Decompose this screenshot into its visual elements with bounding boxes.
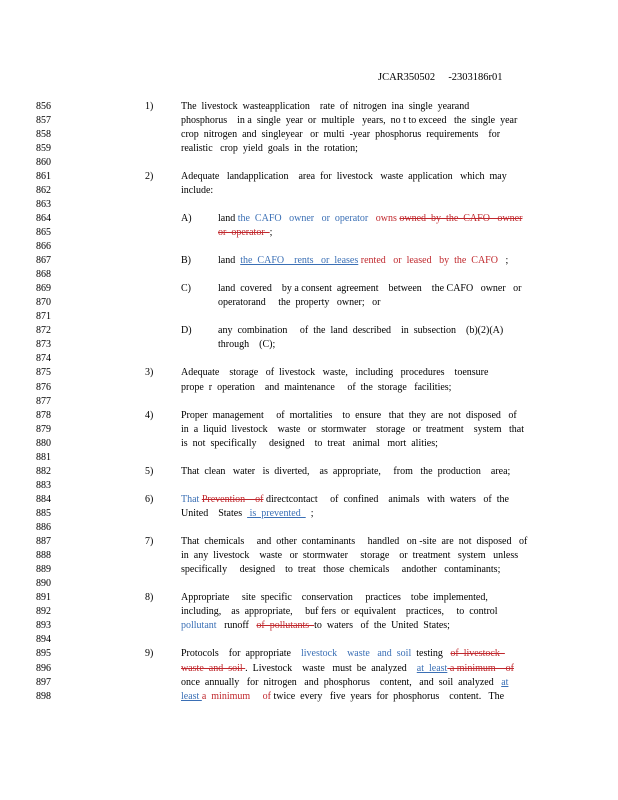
item-number: 2) bbox=[145, 170, 154, 182]
line-number: 891 bbox=[36, 592, 51, 604]
text-line bbox=[181, 621, 450, 631]
deleted-text: owned by the CAFO owner bbox=[399, 212, 523, 224]
text-line bbox=[181, 537, 527, 547]
text-line bbox=[218, 284, 522, 294]
text-segment: twice every five years for phosphorus content. The bbox=[271, 690, 505, 702]
text-line bbox=[181, 186, 213, 196]
text-line bbox=[181, 607, 498, 617]
text-line bbox=[181, 692, 504, 702]
line-number: 878 bbox=[36, 409, 51, 421]
text-segment: include: bbox=[181, 184, 214, 196]
deleted-text: a minimum of bbox=[447, 662, 514, 674]
text-line bbox=[181, 439, 438, 449]
text-line bbox=[218, 326, 503, 336]
line-number: 880 bbox=[36, 437, 51, 449]
text-segment: land bbox=[218, 255, 241, 267]
text-segment: is not specifically designed to treat animal mort alities; bbox=[181, 437, 438, 449]
line-number: 858 bbox=[36, 128, 51, 140]
text-segment: United States bbox=[181, 507, 248, 519]
line-number: 875 bbox=[36, 367, 51, 379]
item-number: B) bbox=[181, 255, 191, 267]
text-segment: to waters of the United States; bbox=[314, 620, 450, 632]
text-segment: including, as appropriate, buf fers or equivalent practices, to control bbox=[181, 606, 498, 618]
line-number: 881 bbox=[36, 451, 51, 463]
text-line bbox=[181, 130, 500, 140]
line-number: 863 bbox=[36, 198, 51, 210]
inserted-text: the CAFO rents or leases bbox=[240, 255, 359, 267]
line-number: 856 bbox=[36, 100, 51, 112]
line-number: 877 bbox=[36, 395, 51, 407]
text-line bbox=[181, 144, 358, 154]
deleted-text: Prevention of bbox=[201, 493, 264, 505]
line-number: 893 bbox=[36, 620, 51, 632]
page-header bbox=[378, 72, 503, 83]
item-number: 4) bbox=[145, 409, 154, 421]
line-number: 865 bbox=[36, 226, 51, 238]
text-line bbox=[181, 172, 507, 182]
item-number: 9) bbox=[145, 648, 154, 660]
line-number: 870 bbox=[36, 297, 51, 309]
text-segment: crop nitrogen and singleyear or multi -year phosphorus requirements for bbox=[181, 128, 501, 140]
line-number: 868 bbox=[36, 269, 51, 281]
line-number: 867 bbox=[36, 255, 51, 267]
line-number: 892 bbox=[36, 606, 51, 618]
text-segment: . Livestock waste must be analyzed bbox=[245, 662, 417, 674]
text-segment: The livestock wasteapplication rate of nitrogen ina single yearand bbox=[181, 100, 470, 112]
text-line bbox=[181, 551, 518, 561]
line-number: 859 bbox=[36, 142, 51, 154]
line-number: 898 bbox=[36, 690, 51, 702]
line-number: 885 bbox=[36, 507, 51, 519]
line-number: 896 bbox=[36, 662, 51, 674]
item-number: A) bbox=[181, 212, 192, 224]
text-segment: Adequate storage of livestock waste, including procedures toensure bbox=[181, 367, 489, 379]
item-number: 8) bbox=[145, 592, 154, 604]
line-number: 897 bbox=[36, 676, 51, 688]
line-number: 869 bbox=[36, 283, 51, 295]
line-number: 874 bbox=[36, 353, 51, 365]
line-number: 857 bbox=[36, 114, 51, 126]
line-number: 895 bbox=[36, 648, 51, 660]
text-segment: testing bbox=[411, 648, 451, 660]
text-line bbox=[218, 256, 508, 266]
text-segment: specifically designed to treat those chemicals andother contaminants; bbox=[181, 564, 501, 576]
text-line bbox=[181, 565, 500, 575]
line-number: 866 bbox=[36, 241, 51, 252]
line-number: 886 bbox=[36, 522, 51, 533]
text-segment: ; bbox=[497, 255, 509, 267]
line-number: 890 bbox=[36, 578, 51, 590]
line-number: 873 bbox=[36, 339, 51, 351]
text-line bbox=[181, 383, 451, 393]
line-number: 889 bbox=[36, 564, 51, 576]
deleted-text: of pollutants bbox=[256, 620, 315, 632]
text-line bbox=[181, 368, 488, 378]
text-line bbox=[181, 467, 510, 477]
deleted-text: waste and soil bbox=[181, 662, 246, 674]
line-number: 879 bbox=[36, 423, 51, 435]
text-line bbox=[181, 102, 469, 112]
item-number: 6) bbox=[145, 493, 154, 505]
text-line bbox=[218, 214, 522, 224]
text-line bbox=[218, 298, 380, 308]
inserted-text: pollutant bbox=[181, 620, 217, 632]
text-segment: operatorand the property owner; or bbox=[218, 297, 381, 309]
item-number: 1) bbox=[145, 100, 154, 112]
line-number: 884 bbox=[36, 493, 51, 505]
text-segment: ; bbox=[305, 507, 314, 519]
text-line bbox=[181, 509, 313, 519]
line-number: 888 bbox=[36, 550, 51, 562]
line-number: 882 bbox=[36, 465, 51, 477]
text-segment: Protocols for appropriate bbox=[181, 648, 299, 660]
text-line bbox=[181, 678, 508, 688]
line-number: 860 bbox=[36, 156, 51, 168]
doc-id: JCAR350502 bbox=[378, 72, 436, 83]
line-number: 864 bbox=[36, 212, 51, 224]
line-number: 862 bbox=[36, 184, 51, 196]
inserted-text: is prevented bbox=[247, 507, 306, 519]
line-number: 872 bbox=[36, 325, 51, 337]
line-number: 883 bbox=[36, 479, 51, 491]
text-segment: Adequate landapplication area for livestock waste application which may bbox=[181, 170, 507, 182]
text-line bbox=[181, 649, 505, 659]
inserted-text: at least bbox=[416, 662, 448, 674]
text-segment: That clean water is diverted, as appropriate, from the production area; bbox=[181, 465, 511, 477]
inserted-text: That bbox=[181, 493, 202, 505]
text-segment: runoff bbox=[216, 620, 257, 632]
text-segment: through (C); bbox=[218, 339, 276, 351]
text-line bbox=[181, 593, 488, 603]
text-segment: prope r operation and maintenance of the storage facilities; bbox=[181, 381, 452, 393]
item-number: D) bbox=[181, 325, 192, 337]
text-line bbox=[181, 425, 524, 435]
line-number: 887 bbox=[36, 536, 51, 548]
text-segment: in a liquid livestock waste or stormwater storage or treatment system that bbox=[181, 423, 524, 435]
text-segment: That chemicals and other contaminants handled on -site are not disposed of bbox=[181, 536, 528, 548]
text-segment: realistic crop yield goals in the rotation; bbox=[181, 142, 358, 154]
text-line bbox=[181, 411, 517, 421]
deleted-text: of livestock bbox=[450, 648, 505, 660]
text-segment: land bbox=[218, 212, 238, 224]
item-number: 3) bbox=[145, 367, 154, 379]
doc-revision: -2303186r01 bbox=[448, 72, 503, 83]
item-number: C) bbox=[181, 283, 191, 295]
item-number: 5) bbox=[145, 465, 154, 477]
text-segment: directcontact of confined animals with waters of the bbox=[263, 493, 509, 505]
inserted-text: at bbox=[501, 676, 509, 688]
text-segment: any combination of the land described in subsection (b)(2)(A) bbox=[218, 325, 504, 337]
text-line bbox=[218, 340, 275, 350]
text-segment: Appropriate site specific conservation practices tobe implemented, bbox=[181, 592, 488, 604]
line-number: 876 bbox=[36, 381, 51, 393]
text-segment: Proper management of mortalities to ensure that they are not disposed of bbox=[181, 409, 517, 421]
text-line bbox=[181, 664, 514, 674]
text-segment: land covered by a consent agreement between the CAFO owner or bbox=[218, 283, 522, 295]
text-line bbox=[181, 495, 509, 505]
inserted-text: the CAFO owner or operator bbox=[237, 212, 369, 224]
item-number: 7) bbox=[145, 536, 154, 548]
text-segment: in any livestock waste or stormwater storage or treatment system unless bbox=[181, 550, 519, 562]
line-number: 894 bbox=[36, 634, 51, 646]
line-number: 871 bbox=[36, 311, 51, 323]
deleted-text: or operator bbox=[218, 226, 270, 238]
text-segment: phosphorus in a single year or multiple years, no t to exceed the single year bbox=[181, 114, 518, 126]
revised-text: rented or leased by the CAFO bbox=[358, 255, 498, 267]
text-line bbox=[181, 116, 517, 126]
text-line bbox=[218, 228, 272, 238]
text-segment: once annually for nitrogen and phosphorus content, and soil analyzed bbox=[181, 676, 502, 688]
revised-text: owns bbox=[368, 212, 400, 224]
revised-text: a minimum of bbox=[201, 690, 271, 702]
inserted-text: least bbox=[181, 690, 202, 702]
text-segment: ; bbox=[269, 226, 273, 238]
line-number: 861 bbox=[36, 170, 51, 182]
inserted-text: livestock waste and soil bbox=[298, 648, 412, 660]
